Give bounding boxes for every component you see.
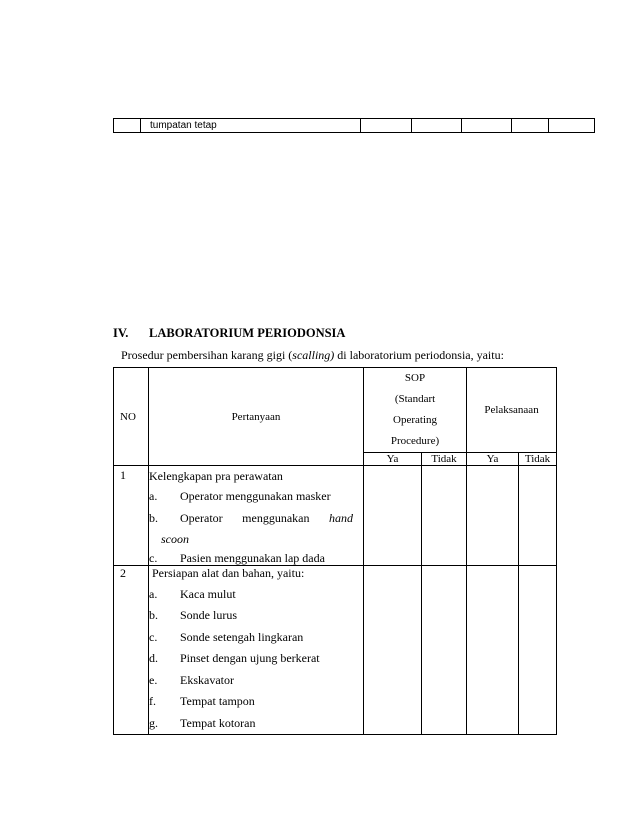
- section-heading: [113, 326, 345, 341]
- table-row: [114, 119, 595, 133]
- header-sop-yes: Ya: [364, 453, 422, 466]
- table-cell: [412, 119, 462, 133]
- list-item: g. Tempat kotoran: [149, 715, 256, 730]
- header-execution: Pelaksanaan: [467, 368, 557, 453]
- table-cell: [114, 119, 141, 133]
- table-header-row: [114, 368, 557, 453]
- list-item: b. Operator menggunakan hand: [149, 510, 353, 525]
- list-item: a. Kaca mulut: [149, 586, 236, 601]
- header-sop-no: Tidak: [422, 453, 467, 466]
- header-exec-no: Tidak: [519, 453, 557, 466]
- section-intro: [121, 348, 504, 363]
- intro-italic-term: scalling): [292, 348, 335, 362]
- sop-checklist-table: [113, 367, 557, 735]
- header-no: NO: [114, 368, 149, 466]
- table-row: [114, 466, 557, 566]
- header-sop: [364, 368, 467, 453]
- table-cell: [512, 119, 549, 133]
- fragment-row-text: tumpatan tetap: [141, 119, 361, 133]
- table-cell: [462, 119, 512, 133]
- table-cell: [364, 466, 422, 566]
- list-item: d. Pinset dengan ujung berkerat: [149, 651, 320, 665]
- table-cell: [467, 565, 519, 734]
- header-exec-yes: Ya: [467, 453, 519, 466]
- sop-line: Operating: [393, 414, 437, 426]
- table-cell: [549, 119, 595, 133]
- list-item: c. Pasien menggunakan lap dada: [149, 550, 325, 565]
- row-question: [149, 565, 364, 734]
- intro-text-end: di laboratorium periodonsia, yaitu:: [334, 348, 504, 362]
- table-cell: [361, 119, 412, 133]
- table-cell: [519, 565, 557, 734]
- section-title: LABORATORIUM PERIODONSIA: [149, 326, 346, 340]
- intro-text: Prosedur pembersihan karang gigi (: [121, 348, 293, 362]
- list-item: e. Ekskavator: [149, 672, 234, 687]
- row-number: 2: [114, 565, 149, 734]
- table-cell: [422, 565, 467, 734]
- row-title: Persiapan alat dan bahan, yaitu:: [152, 565, 305, 580]
- list-item: b. Sonde lurus: [149, 608, 237, 622]
- header-question: Pertanyaan: [149, 368, 364, 466]
- table-cell: [364, 565, 422, 734]
- previous-table-fragment: [113, 118, 595, 133]
- list-item: a. Operator menggunakan masker: [149, 489, 331, 503]
- table-cell: [519, 466, 557, 566]
- sop-line: Procedure): [390, 435, 440, 447]
- section-number: IV.: [113, 326, 129, 340]
- list-item-continuation: scoon: [161, 532, 189, 546]
- sop-line: (Standart: [394, 393, 436, 405]
- table-cell: [467, 466, 519, 566]
- row-question: [149, 466, 364, 566]
- sop-line: SOP: [404, 372, 426, 384]
- table-cell: [422, 466, 467, 566]
- row-number: 1: [114, 466, 149, 566]
- row-title: Kelengkapan pra perawatan: [149, 469, 283, 483]
- list-item: f. Tempat tampon: [149, 694, 255, 708]
- list-item: c. Sonde setengah lingkaran: [149, 629, 304, 644]
- table-row: [114, 565, 557, 734]
